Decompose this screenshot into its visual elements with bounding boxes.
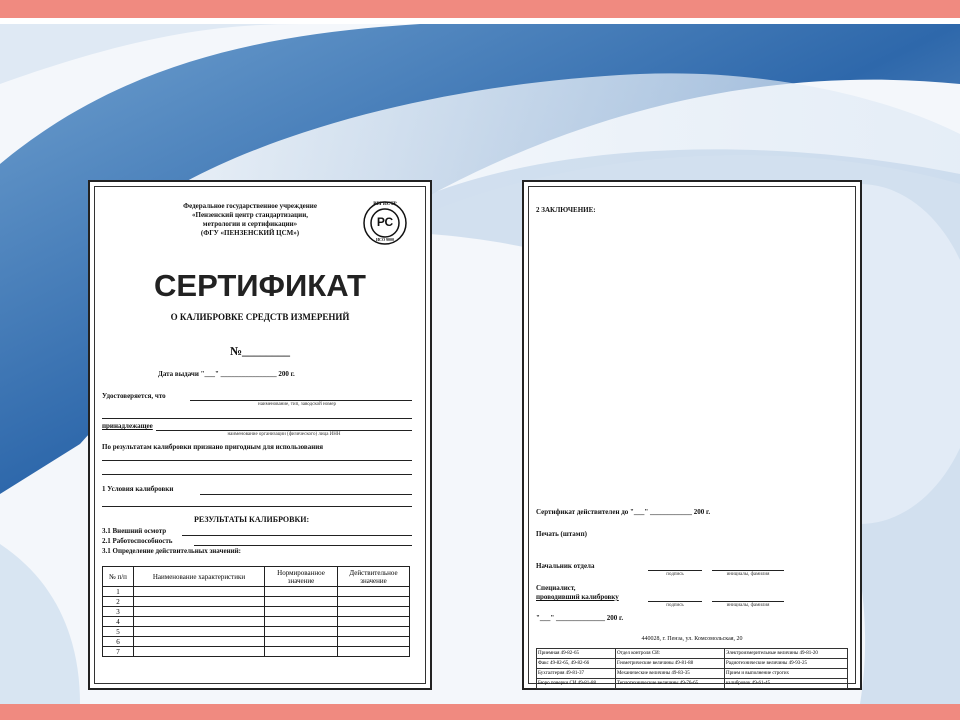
signature-hint: подпись <box>666 603 684 608</box>
row-number: 1 <box>103 587 134 597</box>
certificate-subtitle: О КАЛИБРОВКЕ СРЕДСТВ ИЗМЕРЕНИЙ <box>170 312 350 322</box>
table-row <box>103 627 410 637</box>
conditions-label: 1 Условия калибровки <box>102 485 174 493</box>
contact-cell: Теплотехнические величины 49-76-65 <box>616 679 725 689</box>
logo-bottom-text: ИСО 9000 <box>375 237 395 242</box>
table-row <box>537 649 848 659</box>
certificate-number: №________ <box>229 344 291 358</box>
certifies-label: Удостоверяется, что <box>102 392 166 400</box>
contact-cell: калибровок 49-61-45 <box>724 679 847 689</box>
signature-line <box>648 601 702 602</box>
result-item-1: 3.1 Внешний осмотр <box>102 527 167 535</box>
results-table <box>102 566 410 657</box>
row-number: 4 <box>103 617 134 627</box>
contact-cell: Факс 49-82-65, 49-82-66 <box>537 659 616 669</box>
result-line <box>182 535 412 536</box>
certificate-back-page <box>522 180 862 690</box>
signature-hint: подпись <box>666 572 684 577</box>
table-row <box>103 637 410 647</box>
name-line <box>712 601 784 602</box>
address: 440028, г. Пенза, ул. Комсомольская, 20 <box>641 636 743 642</box>
row-number: 2 <box>103 597 134 607</box>
org-line: «Пензенский центр стандартизации, <box>192 211 308 219</box>
org-line: (ФГУ «ПЕНЗЕНСКИЙ ЦСМ») <box>200 229 300 237</box>
column-header: Нормированное значение <box>265 567 338 587</box>
name-line <box>712 570 784 571</box>
result-line <box>194 545 412 546</box>
device-line <box>190 400 412 401</box>
page-frame <box>528 186 856 684</box>
contacts-table <box>536 648 848 689</box>
contact-cell: Геометрические величины 49-81-88 <box>616 659 725 669</box>
row-number: 3 <box>103 607 134 617</box>
table-row <box>103 587 410 597</box>
owner-line <box>156 430 412 431</box>
signature-line <box>648 570 702 571</box>
logo-mark: РС <box>376 215 394 229</box>
specialist-label: Специалист, <box>536 584 576 592</box>
contact-cell: Механические величины 49-83-35 <box>616 669 725 679</box>
conditions-line <box>200 494 412 495</box>
column-header: Действительное значение <box>338 567 410 587</box>
results-heading: РЕЗУЛЬТАТЫ КАЛИБРОВКИ: <box>194 515 310 524</box>
row-number: 6 <box>103 637 134 647</box>
owner-label: принадлежащее <box>102 422 153 430</box>
result-item-2: 2.1 Работоспособность <box>102 537 173 545</box>
result-item-3: 3.1 Определение действительных значений: <box>102 547 242 555</box>
contact-cell: Прием и выполнение строгих <box>724 669 847 679</box>
registry-logo <box>362 200 408 246</box>
row-number: 5 <box>103 627 134 637</box>
contact-cell: Бюро поверки СИ 49-81-88 <box>537 679 616 689</box>
blank-line <box>102 506 412 507</box>
owner-hint: наименование организации (физического) лица ИНН <box>227 432 341 437</box>
table-header-row <box>103 567 410 587</box>
calibration-result: По результатам калибровки признано пригодным для использования <box>102 443 324 451</box>
blank-line <box>102 418 412 419</box>
row-number: 7 <box>103 647 134 657</box>
contact-cell: Отдел контроля СИ: <box>616 649 725 659</box>
table-row <box>537 669 848 679</box>
top-accent-bar <box>0 0 960 18</box>
name-hint: инициалы, фамилия <box>726 572 770 577</box>
org-line: Федеральное государственное учреждение <box>183 202 317 210</box>
table-row <box>537 659 848 669</box>
valid-until: Сертификат действителен до "___" ____________ 200 г. <box>536 508 711 516</box>
table-row <box>103 607 410 617</box>
stamp-label: Печать (штамп) <box>536 530 587 538</box>
column-header: Наименование характеристики <box>134 567 265 587</box>
blank-line <box>102 460 412 461</box>
table-row <box>103 647 410 657</box>
device-hint: наименование, тип, заводской номер <box>258 402 336 407</box>
signature-date: "___" ______________ 200 г. <box>536 614 624 622</box>
name-hint: инициалы, фамилия <box>726 603 770 608</box>
contact-cell: Приемная 49-82-65 <box>537 649 616 659</box>
org-line: метрологии и сертификации» <box>202 220 298 228</box>
head-of-department-label: Начальник отдела <box>536 562 595 570</box>
table-row <box>537 679 848 689</box>
contact-cell: Электроизмерительные величины 49-81-20 <box>724 649 847 659</box>
specialist-label-2: проводивший калибровку <box>536 593 619 601</box>
bottom-accent-bar <box>0 704 960 720</box>
table-row <box>103 617 410 627</box>
issue-date: Дата выдачи "___" ________________ 200 г. <box>158 370 295 378</box>
column-header: № п/п <box>103 567 134 587</box>
contact-cell: Бухгалтерия 49-81-37 <box>537 669 616 679</box>
organization-block <box>150 202 350 238</box>
contact-cell: Радиотехнические величины 49-93-25 <box>724 659 847 669</box>
logo-top-text: РЕГИСТР <box>373 202 397 207</box>
blank-line <box>102 474 412 475</box>
certificate-title: СЕРТИФИКАТ <box>154 268 366 303</box>
conclusion-heading: 2 ЗАКЛЮЧЕНИЕ: <box>536 206 596 214</box>
table-row <box>103 597 410 607</box>
certificate-front-page <box>88 180 432 690</box>
